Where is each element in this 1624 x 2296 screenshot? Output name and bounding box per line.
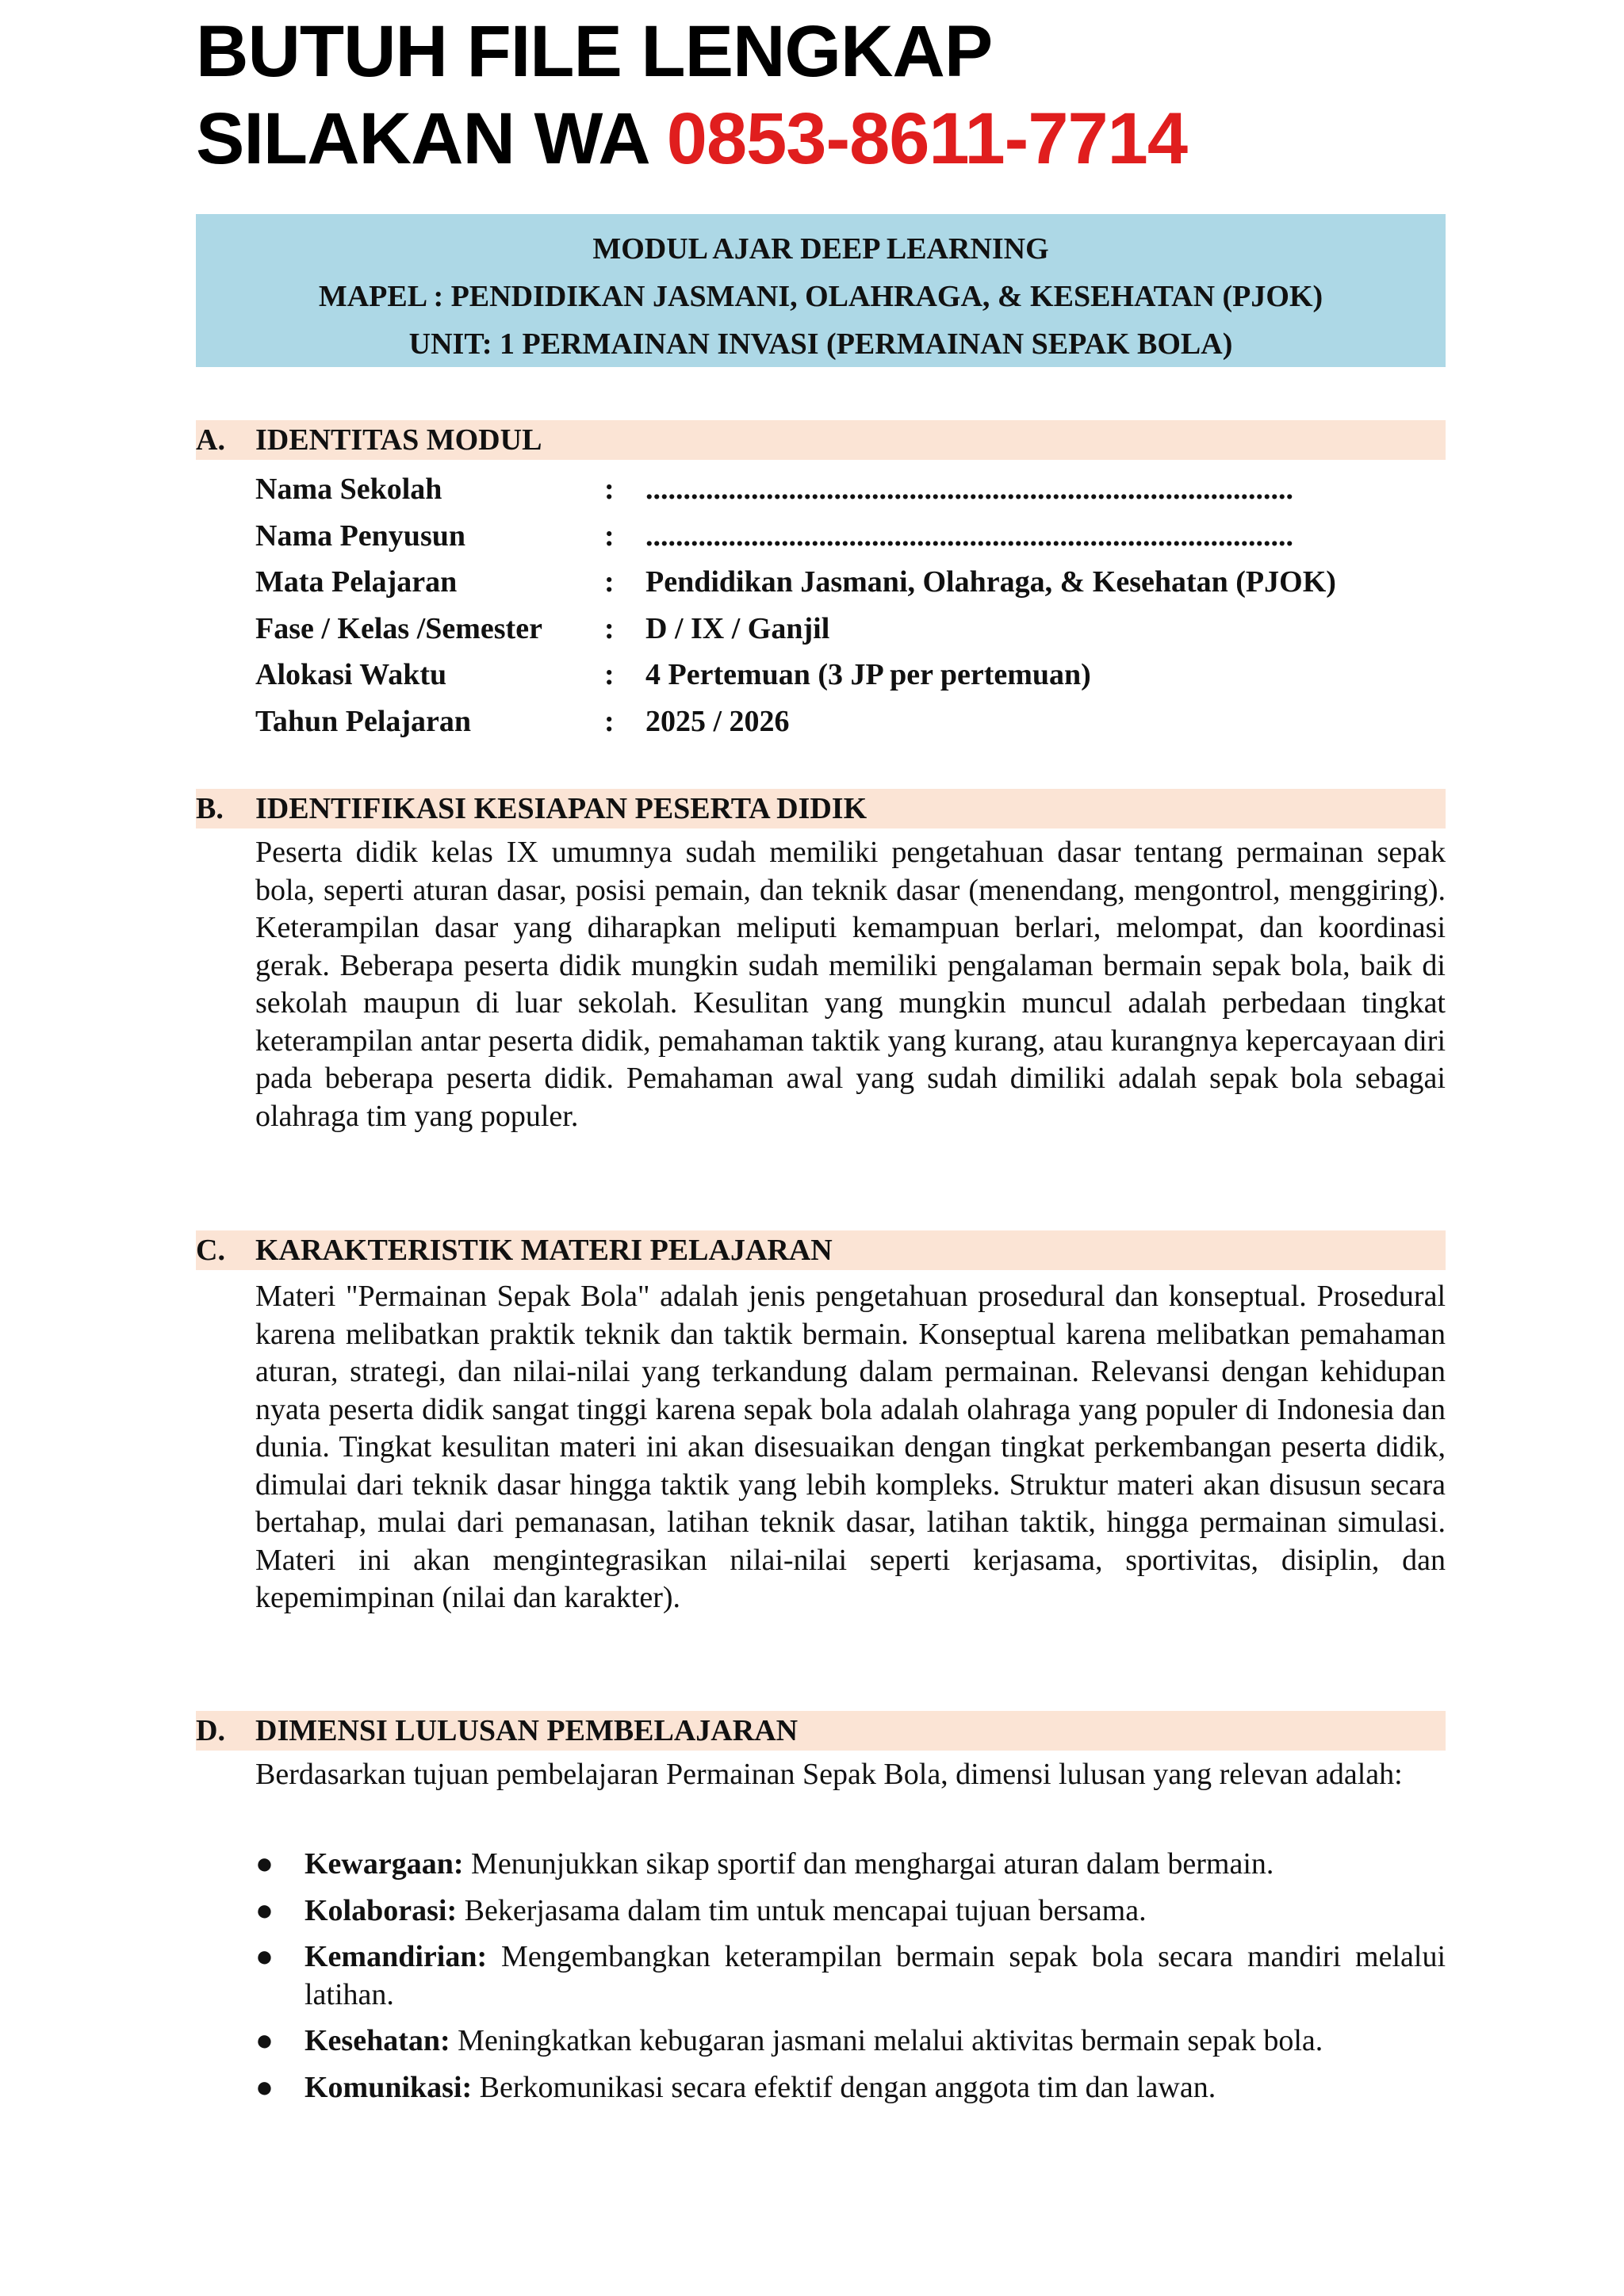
bullet-icon: ● bbox=[255, 1893, 274, 1927]
bullet-icon: ● bbox=[255, 2070, 274, 2104]
identity-value: ...................................................................................... bbox=[645, 473, 1293, 506]
dimension-term: Kolaborasi: bbox=[304, 1893, 458, 1927]
identity-label: Nama Sekolah bbox=[255, 473, 442, 506]
promo-banner bbox=[196, 8, 1187, 182]
section-a-heading bbox=[196, 420, 1446, 460]
section-c-title: KARAKTERISTIK MATERI PELAJARAN bbox=[255, 1234, 833, 1267]
section-d-heading bbox=[196, 1711, 1446, 1751]
promo-line-2 bbox=[196, 95, 1187, 182]
identity-colon: : bbox=[604, 704, 615, 738]
section-a-title: IDENTITAS MODUL bbox=[255, 423, 542, 457]
section-d-letter: D. bbox=[196, 1714, 225, 1747]
bullet-icon: ● bbox=[255, 2024, 274, 2057]
identity-colon: : bbox=[604, 473, 615, 506]
identity-value: 2025 / 2026 bbox=[645, 704, 790, 738]
identity-label: Alokasi Waktu bbox=[255, 658, 447, 691]
dimension-term: Komunikasi: bbox=[304, 2070, 473, 2104]
module-title-box bbox=[196, 214, 1446, 367]
section-d-intro: Berdasarkan tujuan pembelajaran Permainan Sepak Bola, dimensi lulusan yang relevan adalah: bbox=[255, 1758, 1403, 1791]
identity-colon: : bbox=[604, 611, 615, 645]
promo-phone: 0853-8611-7714 bbox=[666, 98, 1187, 179]
module-title-line-1: MODUL AJAR DEEP LEARNING bbox=[592, 232, 1049, 266]
section-d-title: DIMENSI LULUSAN PEMBELAJARAN bbox=[255, 1714, 799, 1747]
section-a-letter: A. bbox=[196, 423, 225, 457]
dimension-list bbox=[255, 1846, 1446, 2115]
list-item bbox=[255, 1938, 1446, 2014]
module-title-line-3: UNIT: 1 PERMAINAN INVASI (PERMAINAN SEPAK BOLA) bbox=[408, 327, 1233, 361]
identity-value: ...................................................................................... bbox=[645, 519, 1293, 553]
identity-colon: : bbox=[604, 519, 615, 553]
list-item bbox=[255, 2069, 1446, 2107]
identity-label: Fase / Kelas /Semester bbox=[255, 611, 542, 645]
identity-colon: : bbox=[604, 565, 615, 599]
list-item bbox=[255, 1892, 1446, 1931]
identity-label: Mata Pelajaran bbox=[255, 565, 458, 599]
module-title-line-2: MAPEL : PENDIDIKAN JASMANI, OLAHRAGA, & KESEHATAN (PJOK) bbox=[318, 280, 1323, 313]
promo-line-1: BUTUH FILE LENGKAP bbox=[196, 11, 993, 92]
dimension-term: Kewargaan: bbox=[304, 1847, 464, 1881]
dimension-desc: Bekerjasama dalam tim untuk mencapai tujuan bersama. bbox=[457, 1893, 1147, 1927]
list-item bbox=[255, 1846, 1446, 1884]
identity-colon: : bbox=[604, 658, 615, 691]
section-b-title: IDENTIFIKASI KESIAPAN PESERTA DIDIK bbox=[255, 792, 868, 825]
identity-value: D / IX / Ganjil bbox=[645, 611, 830, 645]
dimension-desc: Menunjukkan sikap sportif dan menghargai aturan dalam bermain. bbox=[463, 1847, 1274, 1881]
dimension-term: Kemandirian: bbox=[304, 1940, 488, 1973]
dimension-desc: Berkomunikasi secara efektif dengan anggota tim dan lawan. bbox=[472, 2070, 1216, 2104]
bullet-icon: ● bbox=[255, 1940, 274, 1973]
section-b-paragraph: Peserta didik kelas IX umumnya sudah memiliki pengetahuan dasar tentang permainan sepak bola, seperti aturan dasar, posisi pemain, dan teknik dasar (menendang, mengontrol, menggiring). Keterampilan dasar yang diharapkan meliputi kemampuan berlari, melompat, dan koordinasi gerak. Beberapa peserta didik mungkin sudah memiliki pengalaman bermain sepak bola, baik di sekolah maupun di luar sekolah. Kesulitan yang mungkin muncul adalah perbedaan tingkat keterampilan antar peserta didik, pemahaman taktik yang kurang, atau kurangnya kepercayaan diri pada beberapa peserta didik. Pemahaman awal yang sudah dimiliki adalah sepak bola sebagai olahraga tim yang populer. bbox=[255, 836, 1446, 1133]
dimension-desc: Meningkatkan kebugaran jasmani melalui aktivitas bermain sepak bola. bbox=[450, 2024, 1323, 2057]
promo-prefix: SILAKAN WA bbox=[196, 98, 667, 179]
section-c-letter: C. bbox=[196, 1234, 225, 1267]
bullet-icon: ● bbox=[255, 1847, 274, 1881]
identity-label: Nama Penyusun bbox=[255, 519, 465, 553]
section-b-heading bbox=[196, 789, 1446, 828]
identity-label: Tahun Pelajaran bbox=[255, 704, 472, 738]
identity-value: Pendidikan Jasmani, Olahraga, & Kesehatan (PJOK) bbox=[645, 565, 1336, 599]
identity-value: 4 Pertemuan (3 JP per pertemuan) bbox=[645, 658, 1091, 691]
section-b-letter: B. bbox=[196, 792, 224, 825]
section-c-paragraph: Materi "Permainan Sepak Bola" adalah jenis pengetahuan prosedural dan konseptual. Prosedural karena melibatkan praktik teknik dan taktik bermain. Konseptual karena melibatkan pemahaman aturan, strategi, dan nilai-nilai yang terkandung dalam permainan. Relevansi dengan kehidupan nyata peserta didik sangat tinggi karena sepak bola adalah olahraga yang populer di Indonesia dan dunia. Tingkat kesulitan materi ini akan disesuaikan dengan tingkat perkembangan peserta didik, dimulai dari teknik dasar hingga taktik yang lebih kompleks. Struktur materi akan disusun secara bertahap, mulai dari pemanasan, latihan teknik dasar, latihan taktik, hingga permainan simulasi. Materi ini akan mengintegrasikan nilai-nilai seperti kerjasama, sportivitas, disiplin, dan kepemimpinan (nilai dan karakter). bbox=[255, 1280, 1446, 1614]
section-c-heading bbox=[196, 1230, 1446, 1270]
list-item bbox=[255, 2022, 1446, 2061]
dimension-term: Kesehatan: bbox=[304, 2024, 450, 2057]
dimension-desc: Mengembangkan keterampilan bermain sepak bola secara mandiri melalui latihan. bbox=[304, 1940, 1446, 2011]
